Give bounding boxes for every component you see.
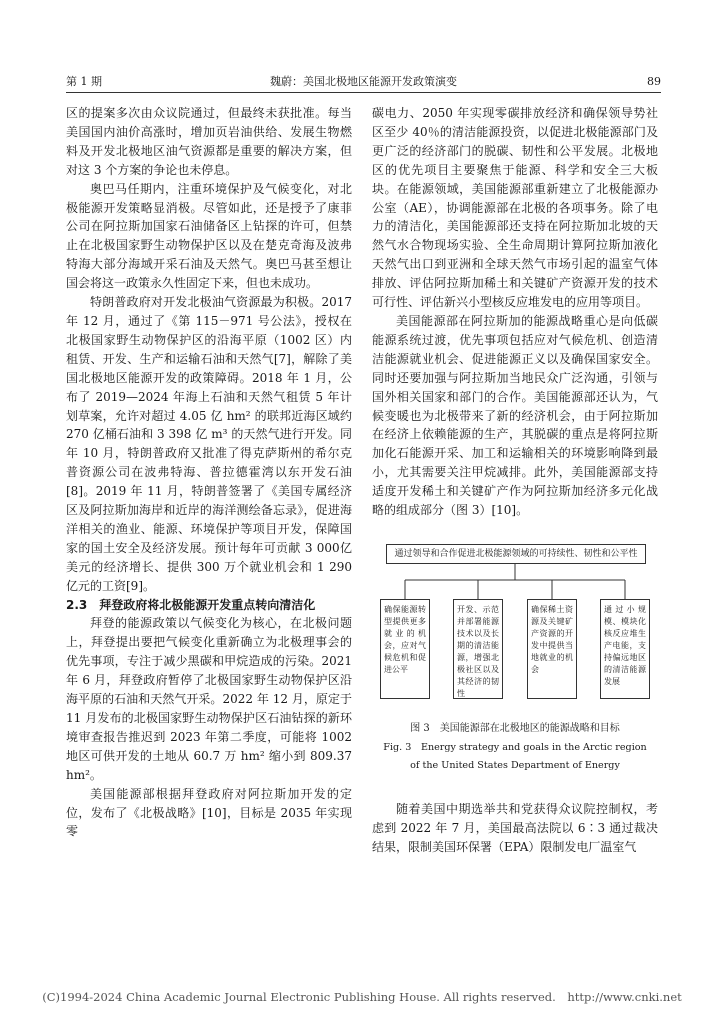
figure-caption-cn: 图 3 美国能源部在北极地区的能源战略和目标 bbox=[410, 722, 620, 734]
figure-sub-box: 确保能源转型提供更多就业的机会，应对气候危机和促进公平 bbox=[380, 599, 430, 699]
figure-caption-en: Fig. 3 Energy strategy and goals in the Arctic region bbox=[383, 741, 647, 753]
left-column bbox=[66, 104, 352, 841]
paragraph: 美国能源部根据拜登政府对阿拉斯加开发的定位，发布了《北极战略》[10]，目标是 2035 年实现零 bbox=[66, 786, 352, 839]
figure-sub-box: 通过小规模、模块化核反应堆生产电能，支持偏远地区的清洁能源发展 bbox=[600, 599, 650, 699]
paragraph: 特朗普政府对开发北极油气资源最为积极。2017 年 12 月，通过了《第 115－971 号公法》，授权在北极国家野生动物保护区的沿海平原（1002 区）内租赁、开发、生产和运输石油和天然气[7]，解除了美国北极地区能源开发的政策障碍。2018 年 1 月，公布了 2019—2024 年海上石油和天然气租赁 5 年计划草案，允许对超过 4.05 亿 hm² 的联邦近海区域约 270 亿桶石油和 3 398 亿 m³ 的天然气进行开发。同年 10 月，特朗普政府又批准了得克萨斯州的希尔克普资源公司在波弗特海、普拉德霍湾以东开发石油[8]。2019 年 11 月，特朗普签署了《美国专属经济区及阿拉斯加海岸和近岸的海洋测绘备忘录》，促进海洋相关的渔业、能源、环境保护等项目开发，保障国家的国土安全及经济发展。预计每年可贡献 3 000亿美元的经济增长、提供 300 万个就业机会和 1 290 亿元的工资[9]。 bbox=[66, 295, 352, 593]
figure-sub-box: 开发、示范并部署能源技术以及长期的清洁能源，增强北极社区以及其经济的韧性 bbox=[453, 599, 503, 699]
paragraph: 随着美国中期选举共和党获得众议院控制权，考虑到 2022 年 7 月，美国最高法院以 6∶3 通过裁决结果，限制美国环保署（EPA）限制发电厂温室气 bbox=[372, 801, 658, 854]
figure-goal-box: 通过领导和合作促进北极能源领域的可持续性、韧性和公平性 bbox=[386, 544, 646, 564]
paragraph: 拜登的能源政策以气候变化为核心，在北极问题上，拜登提出要把气候变化重新确立为北极理事会的优先事项，专注于减少黑碳和甲烷造成的污染。2021 年 6 月，拜登政府暂停了北极国家野生动物保护区沿海平原的石油和天然气开采。2022 年 12 月，原定于 11 月发布的北极国家野生动物保护区石油钻探的新环境审查报告推迟到 2023 年第二季度，可能将 1002 地区可供开发的土地从 60.7 万 hm² 缩小到 809.37 hm²。 bbox=[66, 616, 352, 782]
paragraph: 区的提案多次由众议院通过，但最终未获批准。每当美国国内油价高涨时，增加页岩油供给、发展生物燃料及开发北极地区油气资源都是重要的解决方案，但对这 3 个方案的争论也未停息。 bbox=[66, 106, 352, 177]
running-header bbox=[66, 72, 661, 93]
section-heading: 2.3 拜登政府将北极能源开发重点转向清洁化 bbox=[66, 597, 316, 612]
copyright-footer: (C)1994-2024 China Academic Journal Electronic Publishing House. All rights reserved. http://www.cnki.net bbox=[42, 990, 682, 1004]
figure-caption-en: of the United States Department of Energy bbox=[410, 759, 620, 771]
paragraph: 碳电力、2050 年实现零碳排放经济和确保领导势社区至少 40％的清洁能源投资，以促进北极能源部门及更广泛的经济部门的脱碳、韧性和公平发展。北极地区的优先项目主要聚焦于能源、科学和安全三大板块。在能源领域，美国能源部重新建立了北极能源办公室（AE），协调能源部在北极的各项事务。除了电力的清洁化，美国能源部还支持在阿拉斯加北坡的天然气水合物现场实验、全生命周期计算阿拉斯加液化天然气出口到亚洲和全球天然气市场引起的温室气体排放、评估阿拉斯加稀土和关键矿产资源开发的技术可行性、评估新兴小型核反应堆发电的应用等项目。 bbox=[372, 106, 658, 310]
running-title: 魏蔚：美国北极地区能源开发政策演变 bbox=[270, 75, 457, 88]
page-number: 89 bbox=[647, 75, 661, 88]
figure-sub-box: 确保稀土资源及关键矿产资源的开发中提供当地就业的机会 bbox=[527, 599, 577, 699]
issue-label: 第 1 期 bbox=[66, 75, 102, 88]
figure-3 bbox=[372, 536, 658, 800]
paragraph: 美国能源部在阿拉斯加的能源战略重心是向低碳能源系统过渡，优先事项包括应对气候危机、创造清洁能源就业机会、促进能源正义以及确保国家安全。同时还要加强与阿拉斯加当地民众广泛沟通，引领与国外相关国家和部门的合作。美国能源部还认为，气候变暖也为北极带来了新的经济机会，由于阿拉斯加在经济上依赖能源的生产，其脱碳的重点是将阿拉斯加化石能源开采、加工和运输相关的环境影响降到最小，尤其需要关注甲烷减排。此外，美国能源部支持适度开发稀土和关键矿产作为阿拉斯加经济多元化战略的组成部分（图 3）[10]。 bbox=[372, 313, 658, 518]
paragraph: 奥巴马任期内，注重环境保护及气候变化，对北极能源开发策略显消极。尽管如此，还是授予了康菲公司在阿拉斯加国家石油储备区上钻探的许可，但禁止在北极国家野生动物保护区以及在楚克奇海及波弗特海大部分海域开采石油及天然气。奥巴马甚至想让国会将这一政策永久性固定下来，但也未成功。 bbox=[66, 181, 352, 291]
right-column bbox=[372, 104, 658, 857]
